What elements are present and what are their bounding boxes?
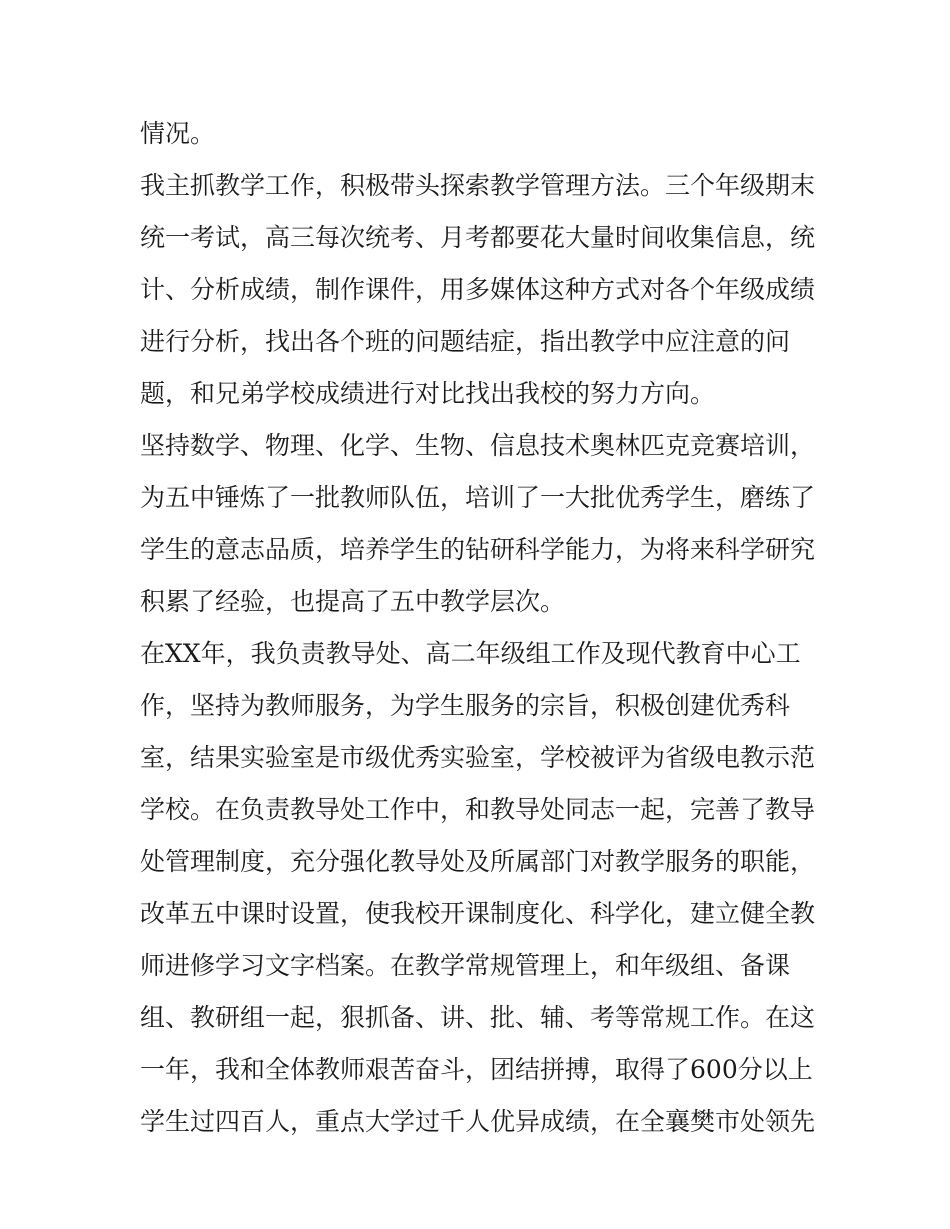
text-line: 积累了经验，也提高了五中教学层次。 [140,587,566,616]
text-line: 在XX年，我负责教导处、高二年级组工作及现代教育中心工 [140,639,801,668]
document-body [140,108,830,1148]
text-line: 室，结果实验室是市级优秀实验室，学校被评为省级电教示范 [140,743,816,772]
text-line: 处管理制度，充分强化教导处及所属部门对教学服务的职能， [140,847,816,876]
text-line: 进行分析，找出各个班的问题结症，指出教学中应注意的问 [140,327,791,356]
text-line: 学生过四百人，重点大学过千人优异成绩，在全襄樊市处领先 [140,1107,816,1136]
text-line: 统一考试，高三每次统考、月考都要花大量时间收集信息，统 [140,223,816,252]
text-line: 组、教研组一起，狠抓备、讲、批、辅、考等常规工作。在这 [140,1003,816,1032]
text-line: 题，和兄弟学校成绩进行对比找出我校的努力方向。 [140,379,716,408]
text-line: 学校。在负责教导处工作中，和教导处同志一起，完善了教导 [140,795,816,824]
text-line: 为五中锤炼了一批教师队伍，培训了一大批优秀学生，磨练了 [140,483,816,512]
text-line: 师进修学习文字档案。在教学常规管理上，和年级组、备课 [140,951,791,980]
text-line: 坚持数学、物理、化学、生物、信息技术奥林匹克竞赛培训， [140,431,816,460]
text-line: 改革五中课时设置，使我校开课制度化、科学化，建立健全教 [140,899,816,928]
text-line: 一年，我和全体教师艰苦奋斗，团结拼搏，取得了600分以上 [140,1055,813,1084]
text-line: 情况。 [140,119,216,148]
text-line: 计、分析成绩，制作课件，用多媒体这种方式对各个年级成绩 [140,275,816,304]
text-line: 作，坚持为教师服务，为学生服务的宗旨，积极创建优秀科 [140,691,791,720]
text-line: 我主抓教学工作，积极带头探索教学管理方法。三个年级期末 [140,171,816,200]
text-line: 学生的意志品质，培养学生的钻研科学能力，为将来科学研究 [140,535,816,564]
